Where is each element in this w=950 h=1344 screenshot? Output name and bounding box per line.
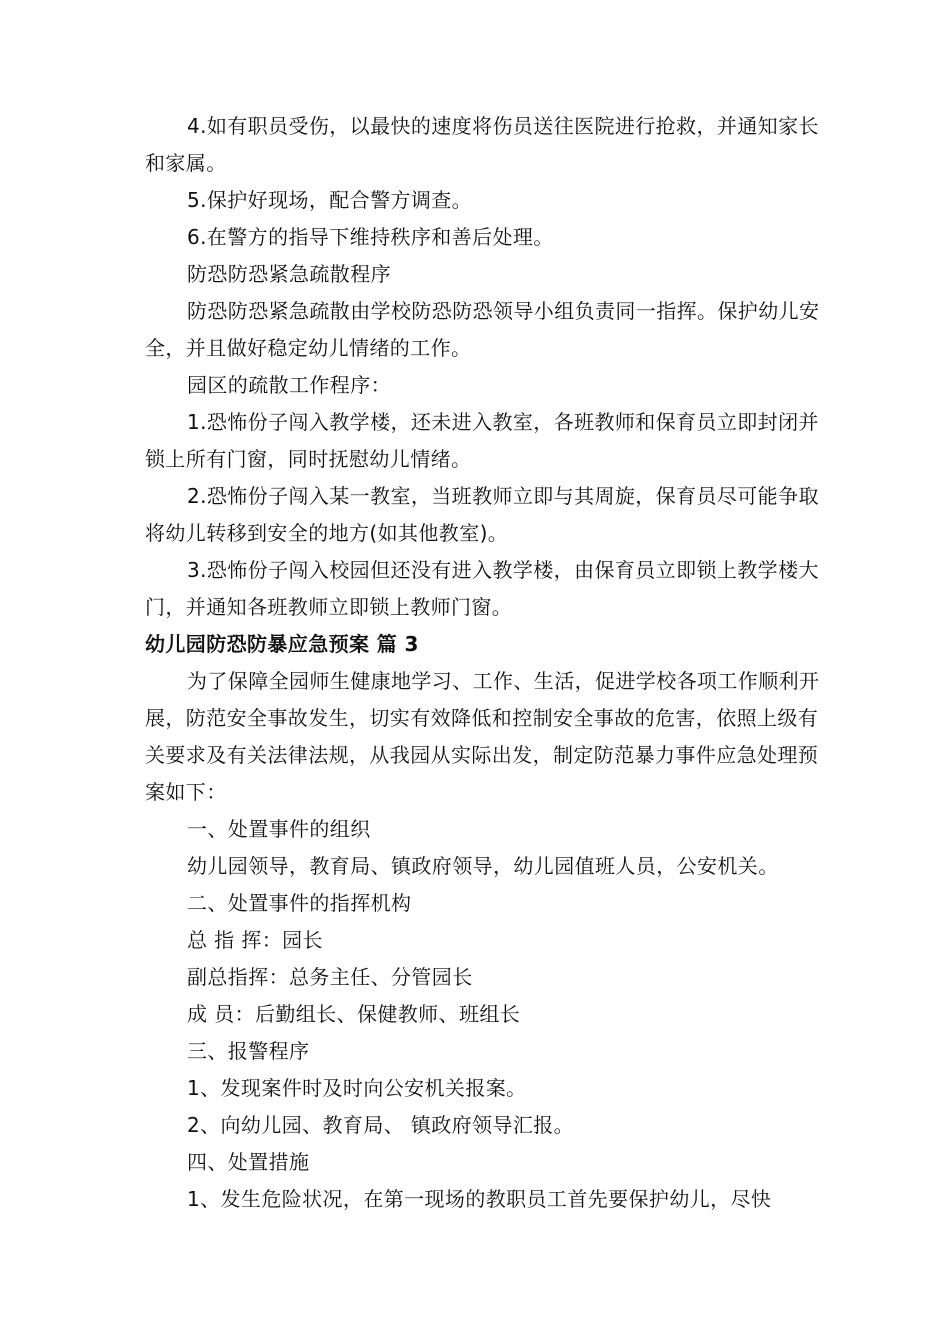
document-body: [145, 108, 825, 1218]
paragraph: 2.恐怖份子闯入某一教室，当班教师立即与其周旋，保育员尽可能争取将幼儿转移到安全的地方(如其他教室)。: [145, 484, 819, 545]
paragraph: 1、发生危险状况，在第一现场的教职员工首先要保护幼儿，尽快: [187, 1187, 772, 1211]
paragraph: 1、发现案件时及时向公安机关报案。: [187, 1076, 527, 1100]
paragraph: 5.保护好现场，配合警方调查。: [187, 188, 473, 212]
paragraph: 成 员：后勤组长、保健教师、班组长: [187, 1002, 521, 1026]
paragraph: 防恐防恐紧急疏散由学校防恐防恐领导小组负责同一指挥。保护幼儿安全，并且做好稳定幼儿情绪的工作。: [145, 299, 820, 360]
paragraph: 总 指 挥：园长: [187, 928, 323, 952]
paragraph: 园区的疏散工作程序：: [187, 373, 391, 397]
paragraph: 幼儿园领导，教育局、镇政府领导，幼儿园值班人员，公安机关。: [187, 854, 779, 878]
section-subheading: 四、处置措施: [187, 1150, 310, 1174]
section-subheading: 一、处置事件的组织: [187, 817, 371, 841]
paragraph: 为了保障全园师生健康地学习、工作、生活，促进学校各项工作顺利开展，防范安全事故发生，切实有效降低和控制安全事故的危害，依照上级有关要求及有关法律法规，从我园从实际出发，制定防范暴力事件应急处理预案如下：: [145, 669, 820, 804]
paragraph: 3.恐怖份子闯入校园但还没有进入教学楼，由保育员立即锁上教学楼大门，并通知各班教师立即锁上教师门窗。: [145, 558, 819, 619]
section-subheading: 防恐防恐紧急疏散程序: [187, 262, 391, 286]
section-subheading: 二、处置事件的指挥机构: [187, 891, 412, 915]
paragraph: 6.在警方的指导下维持秩序和善后处理。: [187, 225, 554, 249]
section-heading: 幼儿园防恐防暴应急预案 篇 3: [145, 632, 419, 656]
paragraph: 2、向幼儿园、教育局、 镇政府领导汇报。: [187, 1113, 575, 1137]
paragraph: 1.恐怖份子闯入教学楼，还未进入教室，各班教师和保育员立即封闭并锁上所有门窗，同时抚慰幼儿情绪。: [145, 410, 819, 471]
paragraph: 副总指挥：总务主任、分管园长: [187, 965, 473, 989]
paragraph: 4.如有职员受伤，以最快的速度将伤员送往医院进行抢救，并通知家长和家属。: [145, 114, 819, 175]
section-subheading: 三、报警程序: [187, 1039, 310, 1063]
